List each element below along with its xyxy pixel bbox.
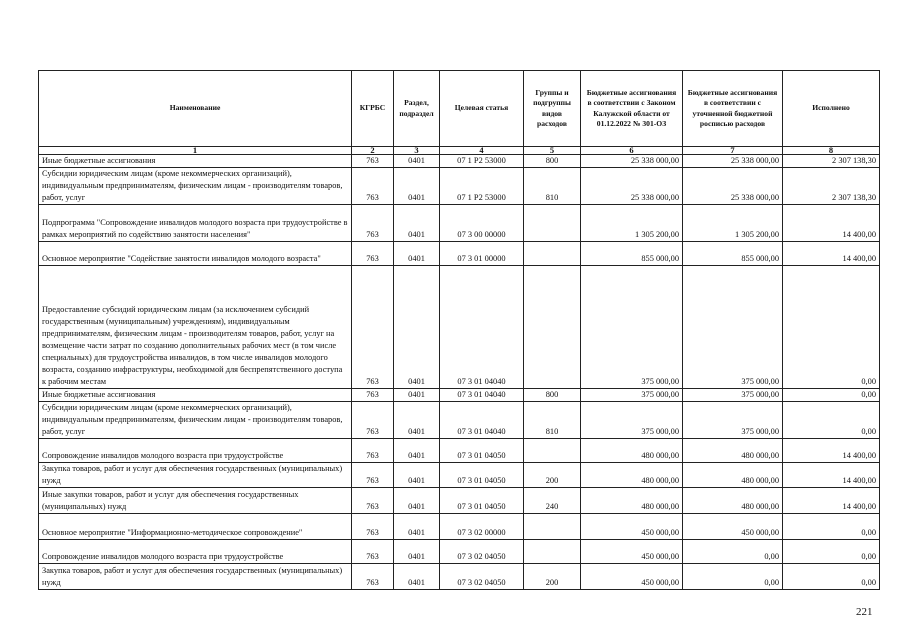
column-number: 6	[581, 147, 683, 155]
table-row	[39, 242, 880, 266]
header-executed: Исполнено	[783, 71, 880, 147]
row-kgrbs: 763	[352, 540, 394, 564]
row-law-amount: 375 000,00	[581, 402, 683, 439]
row-target-article: 07 3 01 04050	[440, 488, 524, 514]
column-numbers-row	[39, 147, 880, 155]
row-expense-group: 810	[524, 402, 581, 439]
row-law-amount: 1 305 200,00	[581, 205, 683, 242]
row-section: 0401	[394, 155, 440, 168]
row-law-amount: 855 000,00	[581, 242, 683, 266]
row-name: Предоставление субсидий юридическим лицам (за исключением субсидий государственным (муниципальным) учреждениям), индивидуальным предпринимателям, физическим лицам - производителям товаров, работ, услуг на возмещение части затрат по созданию дополнительных рабочих мест (в том числе специальных) для трудоустройства инвалидов, в том числе инвалидов молодого возраста, созданию инфраструктуры, необходимой для беспрепятственного доступа к рабочим местам	[39, 266, 352, 389]
row-law-amount: 25 338 000,00	[581, 168, 683, 205]
row-target-article: 07 3 01 04040	[440, 266, 524, 389]
budget-table	[38, 70, 880, 590]
row-executed-amount: 2 307 138,30	[783, 155, 880, 168]
row-executed-amount: 0,00	[783, 389, 880, 402]
row-kgrbs: 763	[352, 242, 394, 266]
row-updated-amount: 375 000,00	[683, 389, 783, 402]
row-section: 0401	[394, 402, 440, 439]
column-number: 5	[524, 147, 581, 155]
table-row	[39, 168, 880, 205]
row-section: 0401	[394, 540, 440, 564]
row-expense-group: 200	[524, 564, 581, 590]
row-updated-amount: 480 000,00	[683, 439, 783, 463]
row-section: 0401	[394, 266, 440, 389]
row-target-article: 07 1 P2 53000	[440, 168, 524, 205]
row-expense-group	[524, 439, 581, 463]
column-number: 4	[440, 147, 524, 155]
row-executed-amount: 0,00	[783, 540, 880, 564]
header-name: Наименование	[39, 71, 352, 147]
table-row	[39, 463, 880, 488]
row-name: Сопровождение инвалидов молодого возраста при трудоустройстве	[39, 439, 352, 463]
row-target-article: 07 3 01 04040	[440, 402, 524, 439]
row-expense-group	[524, 242, 581, 266]
row-kgrbs: 763	[352, 463, 394, 488]
row-expense-group: 800	[524, 155, 581, 168]
table-row	[39, 540, 880, 564]
row-kgrbs: 763	[352, 564, 394, 590]
row-updated-amount: 375 000,00	[683, 266, 783, 389]
table-row	[39, 266, 880, 389]
row-target-article: 07 3 00 00000	[440, 205, 524, 242]
column-number: 7	[683, 147, 783, 155]
row-updated-amount: 1 305 200,00	[683, 205, 783, 242]
header-kgrbs: КГРБС	[352, 71, 394, 147]
row-expense-group: 200	[524, 463, 581, 488]
row-name: Основное мероприятие "Содействие занятости инвалидов молодого возраста"	[39, 242, 352, 266]
row-updated-amount: 0,00	[683, 540, 783, 564]
row-expense-group: 800	[524, 389, 581, 402]
column-number: 8	[783, 147, 880, 155]
row-updated-amount: 480 000,00	[683, 488, 783, 514]
row-expense-group	[524, 514, 581, 540]
row-name: Иные бюджетные ассигнования	[39, 155, 352, 168]
page-number: 221	[856, 606, 873, 618]
table-body	[39, 155, 880, 590]
row-kgrbs: 763	[352, 389, 394, 402]
row-section: 0401	[394, 242, 440, 266]
row-name: Сопровождение инвалидов молодого возраста при трудоустройстве	[39, 540, 352, 564]
row-kgrbs: 763	[352, 514, 394, 540]
row-kgrbs: 763	[352, 155, 394, 168]
row-law-amount: 25 338 000,00	[581, 155, 683, 168]
table-row	[39, 205, 880, 242]
row-executed-amount: 0,00	[783, 402, 880, 439]
row-name: Иные бюджетные ассигнования	[39, 389, 352, 402]
row-target-article: 07 3 02 04050	[440, 564, 524, 590]
row-expense-group	[524, 266, 581, 389]
row-executed-amount: 14 400,00	[783, 205, 880, 242]
row-target-article: 07 3 01 00000	[440, 242, 524, 266]
header-section: Раздел, подраздел	[394, 71, 440, 147]
table-row	[39, 402, 880, 439]
row-target-article: 07 1 P2 53000	[440, 155, 524, 168]
row-executed-amount: 14 400,00	[783, 488, 880, 514]
row-name: Основное мероприятие "Информационно-методическое сопровождение"	[39, 514, 352, 540]
row-executed-amount: 2 307 138,30	[783, 168, 880, 205]
row-executed-amount: 0,00	[783, 514, 880, 540]
row-name: Субсидии юридическим лицам (кроме некоммерческих организаций), индивидуальным предпринимателям, физическим лицам - производителям товаров, работ, услуг	[39, 168, 352, 205]
row-name: Закупка товаров, работ и услуг для обеспечения государственных (муниципальных) нужд	[39, 564, 352, 590]
row-executed-amount: 14 400,00	[783, 439, 880, 463]
row-target-article: 07 3 02 04050	[440, 540, 524, 564]
row-name: Подпрограмма "Сопровождение инвалидов молодого возраста при трудоустройстве в рамках мероприятий по содействию занятости населения"	[39, 205, 352, 242]
row-updated-amount: 375 000,00	[683, 402, 783, 439]
table-row	[39, 155, 880, 168]
table-row	[39, 389, 880, 402]
row-law-amount: 450 000,00	[581, 514, 683, 540]
row-law-amount: 375 000,00	[581, 389, 683, 402]
row-executed-amount: 14 400,00	[783, 242, 880, 266]
table-row	[39, 514, 880, 540]
row-section: 0401	[394, 205, 440, 242]
row-updated-amount: 450 000,00	[683, 514, 783, 540]
row-expense-group	[524, 540, 581, 564]
row-updated-amount: 480 000,00	[683, 463, 783, 488]
row-updated-amount: 25 338 000,00	[683, 168, 783, 205]
row-target-article: 07 3 01 04050	[440, 463, 524, 488]
row-law-amount: 375 000,00	[581, 266, 683, 389]
row-kgrbs: 763	[352, 205, 394, 242]
row-name: Субсидии юридическим лицам (кроме некоммерческих организаций), индивидуальным предпринимателям, физическим лицам - производителям товаров, работ, услуг	[39, 402, 352, 439]
row-law-amount: 480 000,00	[581, 488, 683, 514]
column-number: 2	[352, 147, 394, 155]
row-executed-amount: 0,00	[783, 266, 880, 389]
row-law-amount: 480 000,00	[581, 439, 683, 463]
table-row	[39, 439, 880, 463]
row-expense-group	[524, 205, 581, 242]
row-section: 0401	[394, 389, 440, 402]
row-name: Закупка товаров, работ и услуг для обеспечения государственных (муниципальных) нужд	[39, 463, 352, 488]
row-executed-amount: 0,00	[783, 564, 880, 590]
row-updated-amount: 0,00	[683, 564, 783, 590]
header-updated-allocations: Бюджетные ассигнования в соответствии с уточненной бюджетной росписью расходов	[683, 71, 783, 147]
row-law-amount: 450 000,00	[581, 564, 683, 590]
row-expense-group: 240	[524, 488, 581, 514]
row-kgrbs: 763	[352, 168, 394, 205]
column-number: 3	[394, 147, 440, 155]
row-section: 0401	[394, 514, 440, 540]
header-expense-groups: Группы и подгруппы видов расходов	[524, 71, 581, 147]
row-executed-amount: 14 400,00	[783, 463, 880, 488]
row-kgrbs: 763	[352, 488, 394, 514]
table-row	[39, 564, 880, 590]
row-law-amount: 450 000,00	[581, 540, 683, 564]
row-section: 0401	[394, 564, 440, 590]
row-target-article: 07 3 02 00000	[440, 514, 524, 540]
row-section: 0401	[394, 168, 440, 205]
row-kgrbs: 763	[352, 266, 394, 389]
row-target-article: 07 3 01 04050	[440, 439, 524, 463]
row-updated-amount: 25 338 000,00	[683, 155, 783, 168]
row-section: 0401	[394, 488, 440, 514]
row-expense-group: 810	[524, 168, 581, 205]
row-law-amount: 480 000,00	[581, 463, 683, 488]
row-kgrbs: 763	[352, 439, 394, 463]
header-law-allocations: Бюджетные ассигнования в соответствии с Законом Калужской области от 01.12.2022 № 301-ОЗ	[581, 71, 683, 147]
row-target-article: 07 3 01 04040	[440, 389, 524, 402]
header-target-article: Целевая статья	[440, 71, 524, 147]
row-section: 0401	[394, 439, 440, 463]
row-section: 0401	[394, 463, 440, 488]
row-updated-amount: 855 000,00	[683, 242, 783, 266]
column-number: 1	[39, 147, 352, 155]
table-row	[39, 488, 880, 514]
row-name: Иные закупки товаров, работ и услуг для обеспечения государственных (муниципальных) нужд	[39, 488, 352, 514]
row-kgrbs: 763	[352, 402, 394, 439]
